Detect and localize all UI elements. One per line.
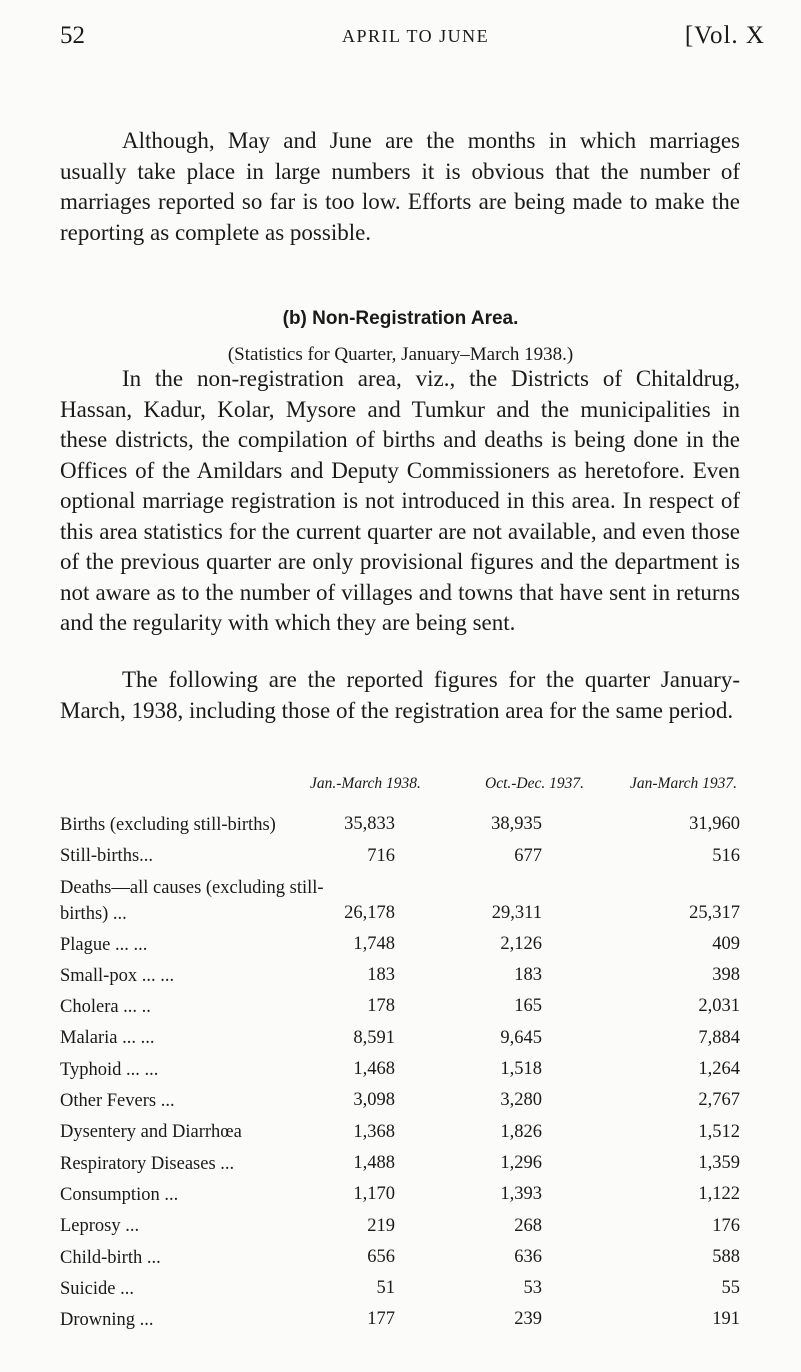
row-label: Plague ... ... xyxy=(60,934,148,955)
table-row xyxy=(60,1178,740,1209)
row-label: Cholera ... .. xyxy=(60,997,151,1018)
table-row xyxy=(60,1303,740,1334)
page-number: 52 xyxy=(60,22,85,49)
row-label: Other Fevers ... xyxy=(60,1091,175,1112)
row-value: 55 xyxy=(721,1278,740,1299)
row-value: 516 xyxy=(712,845,740,866)
row-value: 176 xyxy=(712,1215,740,1236)
row-value: 2,767 xyxy=(698,1090,740,1111)
row-value: 1,359 xyxy=(698,1152,740,1173)
row-label: Births (excluding still-births) xyxy=(60,815,276,835)
row-value: 38,935 xyxy=(491,814,542,835)
row-value: 183 xyxy=(367,965,395,986)
table-row xyxy=(60,928,740,959)
table-row xyxy=(60,1272,740,1303)
table-row xyxy=(60,1053,740,1084)
row-value: 3,280 xyxy=(500,1090,542,1111)
row-value: 191 xyxy=(712,1309,740,1330)
row-value: 53 xyxy=(523,1278,542,1299)
row-value: 219 xyxy=(367,1215,395,1236)
row-value: 1,264 xyxy=(698,1059,740,1080)
row-value: 588 xyxy=(712,1246,740,1267)
row-label: Child-birth ... xyxy=(60,1247,161,1268)
row-label: Consumption ... xyxy=(60,1184,179,1205)
table-row xyxy=(60,1209,740,1240)
column-header-jan-mar-1937: Jan-March 1937. xyxy=(630,775,738,792)
table-row xyxy=(60,1084,740,1115)
table-row xyxy=(60,1115,740,1146)
table-row xyxy=(60,839,740,870)
row-value: 1,122 xyxy=(698,1184,740,1205)
row-value: 1,393 xyxy=(500,1184,542,1205)
row-label: Typhoid ... ... xyxy=(60,1059,159,1080)
column-header-oct-dec-1937: Oct.-Dec. 1937. xyxy=(485,775,584,792)
row-value: 239 xyxy=(514,1309,542,1330)
paragraph-figures-intro: The following are the reported figures for the quarter January-March, 1938, including those of the registration area for the same period. xyxy=(60,667,740,723)
row-label: Deaths—all causes (excluding still-births) ... xyxy=(60,877,324,924)
row-value: 25,317 xyxy=(689,902,740,923)
row-value: 26,178 xyxy=(344,902,395,923)
row-label: Small-pox ... ... xyxy=(60,965,175,986)
row-value: 1,512 xyxy=(698,1121,740,1142)
row-value: 2,126 xyxy=(500,933,542,954)
row-value: 656 xyxy=(367,1246,395,1267)
row-value: 7,884 xyxy=(698,1027,740,1048)
paragraph-non-registration: In the non-registration area, viz., the Districts of Chitaldrug, Hassan, Kadur, Kolar, Mysore and Tumkur and the municipalities in these districts, the compilation of births and deaths is being done in the Offices of the Amildars and Deputy Commissioners as heretofore. Even optional marriage registration is not introduced in this area. In respect of this area statistics for the current quarter are not available, and even those of the previous quarter are only provisional figures and the department is not aware as to the number of villages and towns that have sent in returns and the regularity with which they are being sent. xyxy=(60,366,740,635)
row-value: 3,098 xyxy=(353,1090,395,1111)
row-value: 268 xyxy=(514,1215,542,1236)
row-value: 178 xyxy=(367,996,395,1017)
table-row xyxy=(60,808,740,839)
row-value: 1,170 xyxy=(353,1184,395,1205)
row-label: Suicide ... xyxy=(60,1278,134,1299)
row-value: 1,368 xyxy=(353,1121,395,1142)
row-label: Dysentery and Diarrhœa xyxy=(60,1122,242,1143)
row-value: 409 xyxy=(712,933,740,954)
row-value: 1,518 xyxy=(500,1059,542,1080)
page-header xyxy=(60,22,765,58)
row-value: 177 xyxy=(367,1309,395,1330)
row-value: 31,960 xyxy=(689,814,740,835)
row-value: 165 xyxy=(514,996,542,1017)
row-label: Leprosy ... xyxy=(60,1216,140,1237)
row-value: 1,468 xyxy=(353,1059,395,1080)
row-value: 51 xyxy=(376,1278,395,1299)
row-label: Drowning ... xyxy=(60,1310,154,1331)
row-value: 2,031 xyxy=(698,996,740,1017)
table-row xyxy=(60,1147,740,1178)
row-value: 1,748 xyxy=(353,933,395,954)
volume-label: [Vol. X xyxy=(684,22,765,49)
row-value: 183 xyxy=(514,965,542,986)
table-row xyxy=(60,959,740,990)
paragraph-marriages: Although, May and June are the months in which marriages usually take place in large numbers it is obvious that the number of marriages reported so far is too low. Efforts are being made to make the reporting as complete as possible. xyxy=(60,128,740,245)
row-label: Still-births... xyxy=(60,846,154,867)
table-row xyxy=(60,1021,740,1052)
row-value: 1,826 xyxy=(500,1121,542,1142)
row-value: 8,591 xyxy=(353,1027,395,1048)
section-heading: (b) Non-Registration Area. xyxy=(282,308,519,329)
row-value: 636 xyxy=(514,1246,542,1267)
column-header-jan-mar-1938: Jan.-March 1938. xyxy=(310,775,421,792)
row-value: 35,833 xyxy=(344,814,395,835)
row-value: 1,296 xyxy=(500,1152,542,1173)
table-row xyxy=(60,871,740,928)
row-value: 716 xyxy=(367,845,395,866)
section-subtitle: (Statistics for Quarter, January–March 1938.) xyxy=(227,344,574,365)
row-value: 29,311 xyxy=(491,902,542,923)
running-title: APRIL TO JUNE xyxy=(342,26,490,46)
row-value: 9,645 xyxy=(500,1027,542,1048)
row-value: 1,488 xyxy=(353,1152,395,1173)
row-value: 677 xyxy=(514,845,542,866)
row-label: Respiratory Diseases ... xyxy=(60,1153,235,1174)
row-label: Malaria ... ... xyxy=(60,1028,155,1049)
row-value: 398 xyxy=(712,965,740,986)
statistics-table xyxy=(60,808,740,1334)
table-row xyxy=(60,990,740,1021)
table-row xyxy=(60,1241,740,1272)
